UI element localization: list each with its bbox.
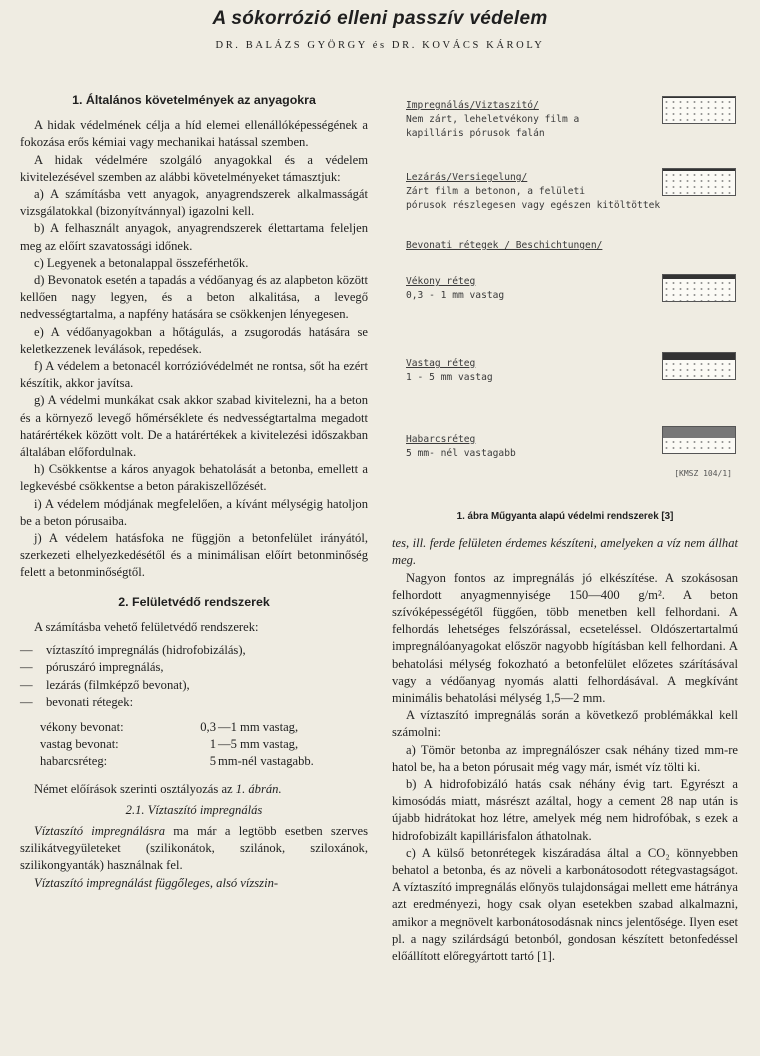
- figure-label: Bevonati rétegek / Beschichtungen/: [406, 240, 603, 251]
- left-column: [20, 92, 368, 892]
- paragraph: A hidak védelmének célja a híd elemei ellenállóképességének a fokozása erős kémiai vagy mechanikai hatással szemben.: [20, 118, 368, 150]
- paragraph: Víztaszító impregnálásra ma már a legtöbb esetben szerves szilikátvegyületeket (szilikonátok, szilánok, sziloxánok, szilikongyanták) használnak fel.: [20, 823, 368, 873]
- sealing-diagram: [662, 168, 736, 196]
- requirement-item-a: a) A számításba vett anyagok, anyagrendszerek alkalmasságát vizsgálatokkal (bizonyítvánnyal) igazolni kell.: [20, 187, 368, 219]
- table-row: vastag bevonat: 1 —5 mm vastag,: [40, 737, 299, 752]
- problem-item-b: b) A hidrofobizáló hatás csak néhány évig tart. Egyrészt a kimosódás miatt, másrészt azáltal, hogy a cement 28 nap után is újabb hidrátokat hoz létre, amelyek még nem hidrofóbak, s ezek a hidrofobizált kapillárisfalon áthatolnak.: [392, 777, 738, 843]
- requirement-item-e: e) A védőanyagokban a hőtágulás, a zsugorodás hatására se keletkezzenek leválások, repedések.: [20, 324, 368, 356]
- paragraph: Víztaszító impregnálást függőleges, alsó vízszin-: [34, 875, 279, 890]
- requirement-item-i: i) A védelem módjának megfelelően, a kívánt mélységig hatoljon be a beton pórusaiba.: [20, 496, 368, 528]
- requirement-item-h: h) Csökkentse a káros anyagok behatolását a betonba, emellett a legkevésbé csökkentse a beton párakiszellőzését.: [20, 462, 368, 494]
- requirement-item-d: d) Bevonatok esetén a tapadás a védőanyag és az alapbeton között kellően nagy legyen, és a beton alkalitása, a levegő nedvességtartalma, a napfény hatására se csökkenjen lényegesen.: [20, 273, 368, 322]
- section-heading-1: 1. Általános követelmények az anyagokra: [72, 93, 316, 107]
- requirement-item-g: g) A védelmi munkákat csak akkor szabad kivitelezni, ha a beton és a környező levegő hőmérséklete és nedvességtartalma megadott határértékek között volt. De a határértékek a kivitelezési időszakban általában előfordulnak.: [20, 393, 368, 460]
- list-item: — lezárás (filmképző bevonat),: [20, 677, 190, 692]
- thick-coating-diagram: [662, 352, 736, 380]
- paragraph: A számításba vehető felületvédő rendszerek:: [34, 619, 259, 634]
- figure-caption: 1. ábra Műgyanta alapú védelmi rendszerek [3]: [456, 511, 674, 522]
- figure-label: Nem zárt, leheletvékony film a: [406, 114, 580, 125]
- figure-label: Vékony réteg: [406, 276, 476, 287]
- problem-item-c: c) A külső betonrétegek kiszáradása által a CO₂ könnyebben behatol a betonba, és az növeli a karbonátosodott rétegvastagságot. A víztaszító impregnálás előnyös tulajdonságai mellett eme hátránya azt eredményezi, hogy csak olyan esetekben szabad alkalmazni, amikor a megnövelt karbonátosodásnak nincs jelentősége. Ilyen eset pl. a nagy szilárdságú betonból, gondosan készített betonfedéssel előállított előregyártott tartó [1].: [392, 845, 738, 964]
- paragraph: Német előírások szerinti osztályozás az 1. ábrán.: [34, 781, 282, 796]
- figure-label: Impregnálás/Viztaszitó/: [406, 100, 539, 111]
- figure-label: Vastag réteg: [406, 358, 476, 369]
- subsection-heading: 2.1. Víztaszító impregnálás: [125, 802, 263, 817]
- requirement-item-f: f) A védelem a betonacél korrózióvédelmét ne rontsa, sőt ha ezért készítik, akkor javítsa.: [20, 359, 368, 391]
- article-authors: DR. BALÁZS GYÖRGY és DR. KOVÁCS KÁROLY: [215, 40, 545, 51]
- mortar-layer-diagram: [662, 426, 736, 454]
- requirement-item-b: b) A felhasznált anyagok, anyagrendszerek élettartama feleljen meg az előírt szavatossági időnek.: [20, 221, 368, 253]
- figure-1: [392, 92, 738, 502]
- list-item: — bevonati rétegek:: [20, 694, 134, 709]
- table-row: vékony bevonat: 0,3 —1 mm vastag,: [40, 719, 299, 734]
- requirement-item-c: c) Legyenek a betonalappal összeférhetők.: [34, 255, 249, 270]
- list-item: — víztaszító impregnálás (hidrofobizálás),: [20, 643, 246, 658]
- paragraph: A hidak védelmére szolgáló anyagokkal és a védelem kivitelezésével szemben az alábbi követelményeket támasztjuk:: [20, 152, 368, 184]
- figure-label: 1 - 5 mm vastag: [406, 372, 493, 383]
- impregnation-diagram: [662, 96, 736, 124]
- figure-label: 5 mm- nél vastagabb: [406, 448, 516, 459]
- figure-code: [KMSZ 104/1]: [674, 469, 732, 478]
- right-column: [392, 92, 738, 965]
- table-row: habarcsréteg: 5 mm-nél vastagabb.: [40, 754, 314, 769]
- paragraph: A víztaszító impregnálás során a következő problémákkal kell számolni:: [392, 708, 738, 740]
- requirement-item-j: j) A védelem hatásfoka ne függjön a betonfelület irányától, szerkezeti elhelyezkedésétől és a minimálisan előírt betonminőség felett a betonminőségtől.: [20, 531, 368, 580]
- thin-coating-diagram: [662, 274, 736, 302]
- figure-label: pórusok részlegesen vagy egészen kitöltöttek: [406, 200, 661, 211]
- system-list: [20, 642, 368, 711]
- list-item: — póruszáró impregnálás,: [20, 660, 164, 675]
- figure-label: kapilláris pórusok falán: [406, 128, 545, 139]
- section-heading-2: 2. Felületvédő rendszerek: [118, 594, 270, 609]
- figure-label: Lezárás/Versiegelung/: [406, 172, 528, 183]
- paragraph: tes, ill. ferde felületen érdemes készíteni, amelyeken a víz nem állhat meg.: [392, 536, 738, 568]
- article-title: A sókorrózió elleni passzív védelem: [212, 8, 548, 29]
- figure-label: Zárt film a betonon, a felületi: [406, 186, 586, 197]
- problem-item-a: a) Tömör betonba az impregnálószer csak néhány tized mm-re hatol be, ha a beton pórusait még vagy már, ismét víz tölti ki.: [392, 742, 738, 774]
- coating-table: [40, 719, 314, 771]
- figure-label: Habarcsréteg: [406, 434, 476, 445]
- figure-label: 0,3 - 1 mm vastag: [406, 290, 505, 301]
- paragraph: Nagyon fontos az impregnálás jó elkészítése. A szokásosan felhordott anyagmennyisége 150—400 g/m². A beton szívóképességétől függően, több menetben kell felhordani. A felhordás lehetséges felszórással, ecseteléssel. Oldószertartalmú impregnálóanyagokat először nagyobb hígításban kell felhordani. A behatolási mélység fokozható a betonfelület előzetes szárításával vagy a védőanyag nyomás alatti felhordásával. A megkívánt minimális behatolási mélység 1,5—2 mm.: [392, 570, 738, 706]
